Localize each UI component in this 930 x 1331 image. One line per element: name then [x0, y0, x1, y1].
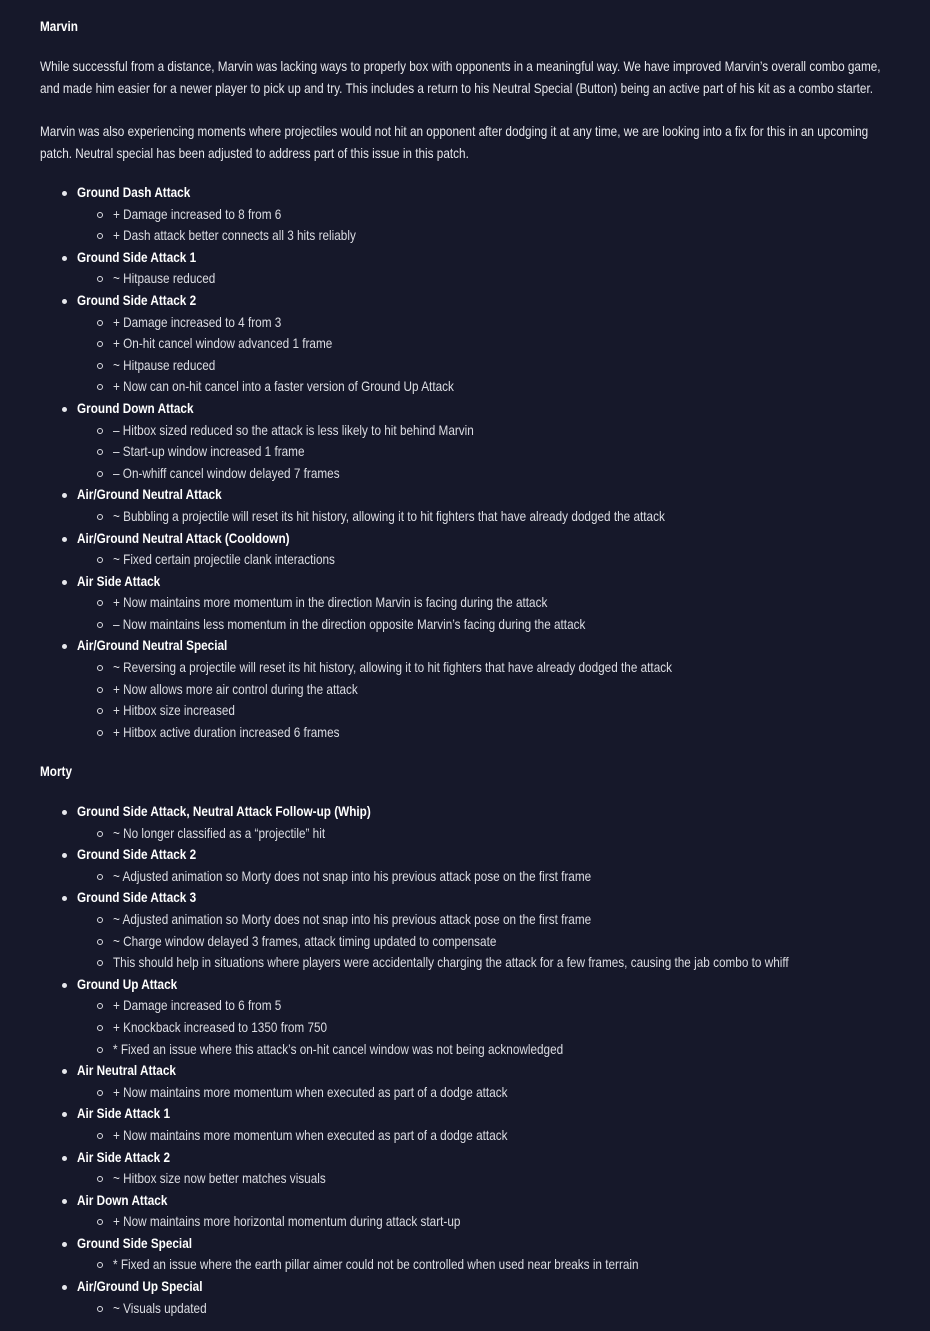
- circle-bullet-icon: [97, 1262, 103, 1268]
- circle-bullet-icon: [97, 363, 103, 369]
- change-item: + Damage increased to 6 from 5: [40, 995, 917, 1017]
- bullet-icon: [62, 299, 67, 304]
- circle-bullet-icon: [97, 514, 103, 520]
- change-item: ~ Charge window delayed 3 frames, attack timing updated to compensate: [40, 931, 917, 953]
- group-label: Air Side Attack: [77, 572, 161, 589]
- change-item: + On-hit cancel window advanced 1 frame: [40, 333, 778, 355]
- change-group: [40, 801, 917, 844]
- circle-bullet-icon: [97, 471, 103, 477]
- change-item: + Damage increased to 4 from 3: [40, 312, 778, 334]
- change-item: + Now maintains more momentum when executed as part of a dodge attack: [40, 1082, 917, 1104]
- group-label: Air Side Attack 1: [77, 1105, 171, 1122]
- change-item: + Damage increased to 8 from 6: [40, 204, 778, 226]
- change-group: [40, 1190, 917, 1233]
- group-label: Air/Ground Neutral Attack: [77, 486, 222, 503]
- circle-bullet-icon: [97, 1133, 103, 1139]
- bullet-icon: [62, 580, 67, 585]
- change-item: This should help in situations where players were accidentally charging the attack for a few frames, causing the jab combo to whiff: [40, 952, 917, 974]
- change-group: [40, 290, 778, 398]
- circle-bullet-icon: [97, 622, 103, 628]
- bullet-icon: [62, 1156, 67, 1161]
- bullet-icon: [62, 1069, 67, 1074]
- bullet-icon: [62, 644, 67, 649]
- bullet-icon: [62, 1112, 67, 1117]
- circle-bullet-icon: [97, 341, 103, 347]
- change-item: ~ No longer classified as a “projectile” hit: [40, 823, 917, 845]
- circle-bullet-icon: [97, 831, 103, 837]
- bullet-icon: [62, 256, 67, 261]
- group-label: Ground Side Special: [77, 1234, 193, 1251]
- circle-bullet-icon: [97, 276, 103, 282]
- section-title: Morty: [40, 763, 73, 779]
- group-label: Ground Side Attack 3: [77, 889, 197, 906]
- marvin-change-list: [40, 182, 778, 743]
- morty-change-list: [40, 801, 917, 1319]
- circle-bullet-icon: [97, 960, 103, 966]
- change-item: + Now maintains more momentum in the direction Marvin is facing during the attack: [40, 592, 778, 614]
- change-item: – Hitbox sized reduced so the attack is less likely to hit behind Marvin: [40, 420, 778, 442]
- change-item: * Fixed an issue where the earth pillar aimer could not be controlled when used near breaks in terrain: [40, 1254, 917, 1276]
- change-group: [40, 1103, 917, 1146]
- circle-bullet-icon: [97, 687, 103, 693]
- group-label: Air Side Attack 2: [77, 1148, 171, 1165]
- change-item: + Dash attack better connects all 3 hits reliably: [40, 225, 778, 247]
- change-item: ~ Hitpause reduced: [40, 355, 778, 377]
- bullet-icon: [62, 493, 67, 498]
- change-item: + Hitbox size increased: [40, 700, 778, 722]
- change-item: ~ Bubbling a projectile will reset its hit history, allowing it to hit fighters that have already dodged the attack: [40, 506, 778, 528]
- change-group: [40, 182, 778, 247]
- circle-bullet-icon: [97, 212, 103, 218]
- change-group: [40, 571, 778, 636]
- circle-bullet-icon: [97, 1047, 103, 1053]
- intro-paragraph: While successful from a distance, Marvin was lacking ways to properly box with opponents in a meaningful way. We have improved Marvin’s overall combo game, and made him easier for a newer player to pick up and try. This includes a return to his Neutral Special (Button) being an active part of his kit as a combo starter.: [40, 58, 881, 96]
- change-group: [40, 1276, 917, 1319]
- group-label: Ground Up Attack: [77, 975, 178, 992]
- change-item: ~ Fixed certain projectile clank interactions: [40, 549, 778, 571]
- change-item: – Now maintains less momentum in the direction opposite Marvin’s facing during the attack: [40, 614, 778, 636]
- group-label: Ground Side Attack 1: [77, 248, 197, 265]
- group-label: Ground Down Attack: [77, 399, 194, 416]
- change-item: + Now allows more air control during the attack: [40, 679, 778, 701]
- circle-bullet-icon: [97, 730, 103, 736]
- bullet-icon: [62, 896, 67, 901]
- circle-bullet-icon: [97, 1090, 103, 1096]
- change-item: – On-whiff cancel window delayed 7 frames: [40, 463, 778, 485]
- group-label: Air/Ground Neutral Attack (Cooldown): [77, 529, 290, 546]
- change-group: [40, 974, 917, 1060]
- change-item: – Start-up window increased 1 frame: [40, 441, 778, 463]
- section-title: Marvin: [40, 18, 78, 34]
- circle-bullet-icon: [97, 1003, 103, 1009]
- change-group: [40, 635, 778, 743]
- circle-bullet-icon: [97, 428, 103, 434]
- change-item: ~ Reversing a projectile will reset its hit history, allowing it to hit fighters that have already dodged the attack: [40, 657, 778, 679]
- circle-bullet-icon: [97, 708, 103, 714]
- bullet-icon: [62, 853, 67, 858]
- circle-bullet-icon: [97, 600, 103, 606]
- bullet-icon: [62, 537, 67, 542]
- change-item: ~ Hitpause reduced: [40, 268, 778, 290]
- bullet-icon: [62, 983, 67, 988]
- group-label: Ground Side Attack 2: [77, 291, 197, 308]
- change-group: [40, 1233, 917, 1276]
- change-item: + Knockback increased to 1350 from 750: [40, 1017, 917, 1039]
- change-item: ~ Visuals updated: [40, 1298, 917, 1320]
- circle-bullet-icon: [97, 939, 103, 945]
- circle-bullet-icon: [97, 233, 103, 239]
- change-group: [40, 1147, 917, 1190]
- circle-bullet-icon: [97, 917, 103, 923]
- bullet-icon: [62, 191, 67, 196]
- circle-bullet-icon: [97, 557, 103, 563]
- group-label: Ground Side Attack 2: [77, 846, 197, 863]
- group-label: Ground Side Attack, Neutral Attack Follow-up (Whip): [77, 803, 371, 819]
- change-group: [40, 398, 778, 484]
- projectile-paragraph: Marvin was also experiencing moments where projectiles would not hit an opponent after dodging it at any time, we are looking into a fix for this in an upcoming patch. Neutral special has been adjusted to address part of this issue in this patch.: [40, 123, 869, 161]
- bullet-icon: [62, 1242, 67, 1247]
- change-group: [40, 528, 778, 571]
- change-item: * Fixed an issue where this attack’s on-hit cancel window was not being acknowledged: [40, 1039, 917, 1061]
- change-group: [40, 844, 917, 887]
- circle-bullet-icon: [97, 1219, 103, 1225]
- change-item: ~ Adjusted animation so Morty does not snap into his previous attack pose on the first frame: [40, 866, 917, 888]
- bullet-icon: [62, 407, 67, 412]
- circle-bullet-icon: [97, 384, 103, 390]
- change-item: ~ Hitbox size now better matches visuals: [40, 1168, 917, 1190]
- circle-bullet-icon: [97, 874, 103, 880]
- change-item: + Now can on-hit cancel into a faster version of Ground Up Attack: [40, 376, 778, 398]
- change-item: ~ Adjusted animation so Morty does not snap into his previous attack pose on the first frame: [40, 909, 917, 931]
- change-item: + Hitbox active duration increased 6 frames: [40, 722, 778, 744]
- circle-bullet-icon: [97, 320, 103, 326]
- group-label: Air Down Attack: [77, 1191, 168, 1208]
- circle-bullet-icon: [97, 449, 103, 455]
- circle-bullet-icon: [97, 1176, 103, 1182]
- circle-bullet-icon: [97, 1025, 103, 1031]
- change-group: [40, 887, 917, 973]
- change-group: [40, 1060, 917, 1103]
- change-group: [40, 484, 778, 527]
- change-item: + Now maintains more horizontal momentum during attack start-up: [40, 1211, 917, 1233]
- bullet-icon: [62, 1199, 67, 1204]
- change-group: [40, 247, 778, 290]
- change-item: + Now maintains more momentum when executed as part of a dodge attack: [40, 1125, 917, 1147]
- group-label: Air Neutral Attack: [77, 1062, 176, 1079]
- group-label: Air/Ground Neutral Special: [77, 637, 228, 654]
- circle-bullet-icon: [97, 1306, 103, 1312]
- group-label: Ground Dash Attack: [77, 184, 191, 200]
- circle-bullet-icon: [97, 665, 103, 671]
- bullet-icon: [62, 1285, 67, 1290]
- bullet-icon: [62, 810, 67, 815]
- group-label: Air/Ground Up Special: [77, 1278, 203, 1295]
